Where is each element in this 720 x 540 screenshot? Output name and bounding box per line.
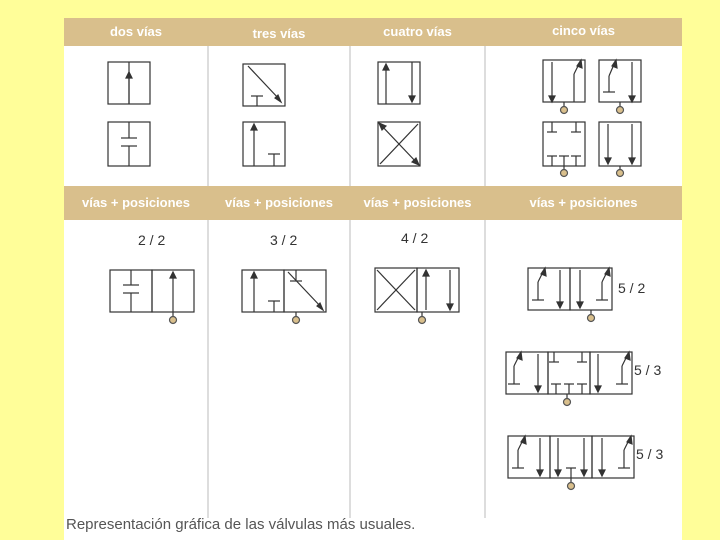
header-cinco-vias: cinco vías — [485, 18, 682, 46]
label-5-3-a: 5 / 3 — [634, 362, 662, 378]
valve-symbol-5-3-a — [506, 352, 632, 406]
valve-symbol-4-2 — [375, 268, 459, 324]
valve-symbol-5way-c — [543, 122, 585, 177]
valve-symbol-5way-b — [599, 60, 641, 114]
header-cuatro-vias: cuatro vías — [350, 18, 485, 46]
valve-symbol-3way-straight — [243, 122, 285, 166]
header-vias-posiciones-3: vías + posiciones — [350, 186, 485, 220]
header-vias-posiciones-2: vías + posiciones — [208, 186, 350, 220]
header-vias-posiciones-1: vías + posiciones — [64, 186, 208, 220]
valve-diagram-canvas — [64, 18, 682, 540]
label-2-2: 2 / 2 — [138, 232, 166, 248]
valve-symbol-2way-closed — [108, 122, 150, 166]
valve-table — [64, 18, 682, 540]
header-tres-vias: tres vías — [208, 18, 350, 46]
label-4-2: 4 / 2 — [401, 230, 429, 246]
valve-symbol-2-2 — [110, 270, 194, 324]
valve-symbol-5-3-b — [508, 436, 634, 490]
valve-symbol-4way-parallel — [378, 62, 420, 104]
label-5-2: 5 / 2 — [618, 280, 646, 296]
valve-symbol-5way-a — [543, 60, 585, 114]
label-3-2: 3 / 2 — [270, 232, 298, 248]
valve-symbol-5way-d — [599, 122, 641, 177]
valve-symbol-5-2 — [528, 268, 612, 322]
header-dos-vias: dos vías — [64, 18, 208, 46]
valve-symbol-2way-open — [108, 62, 150, 104]
figure-caption: Representación gráfica de las válvulas más usuales. — [66, 516, 416, 533]
header-vias-posiciones-4: vías + posiciones — [485, 186, 682, 220]
valve-symbol-4way-cross — [378, 122, 420, 166]
label-5-3-b: 5 / 3 — [636, 446, 664, 462]
valve-symbol-3way-diagonal — [243, 64, 285, 106]
valve-symbol-3-2 — [242, 270, 326, 324]
